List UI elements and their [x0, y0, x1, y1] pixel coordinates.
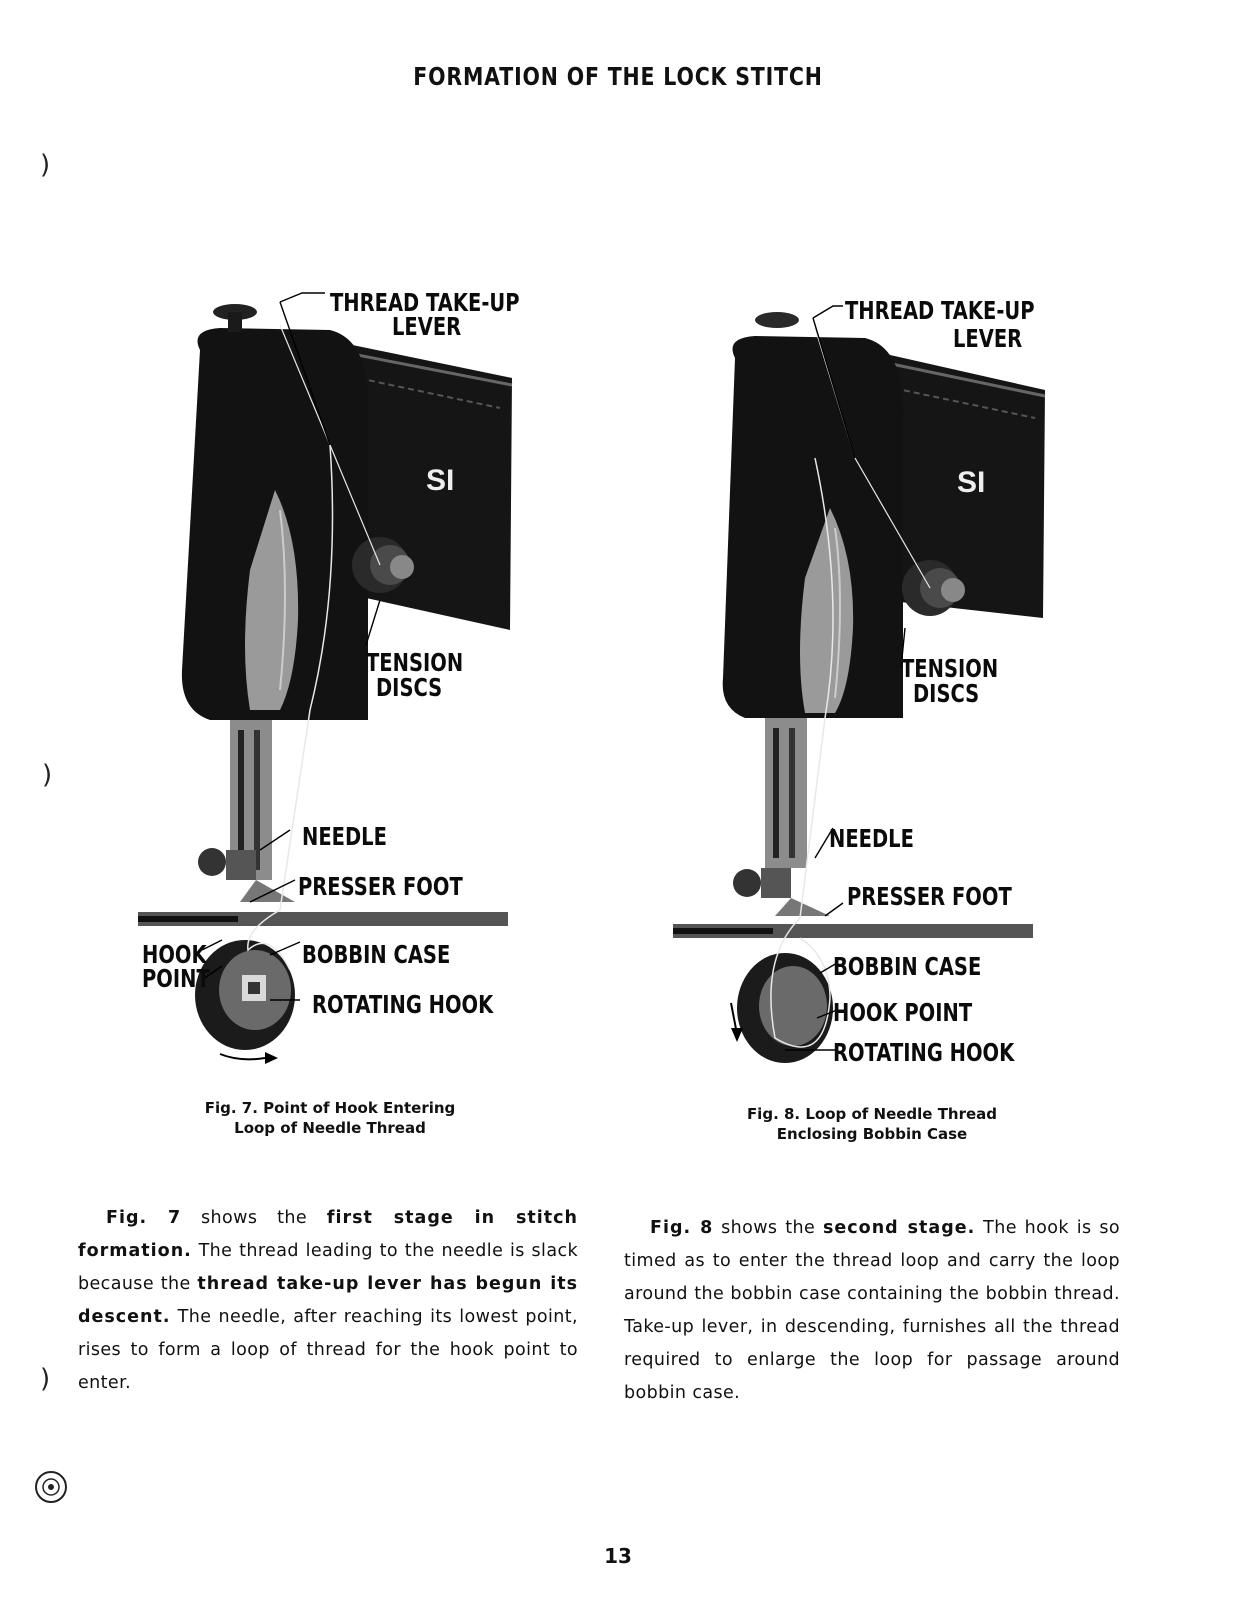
label-thread-takeup-2: LEVER: [953, 324, 1023, 353]
text-fig7-b1: first stage in stitch formation.: [78, 1208, 578, 1261]
label-presser-foot: PRESSER FOOT: [298, 872, 463, 901]
margin-mark-bottom: ): [40, 1364, 51, 1394]
label-hook-point-2: POINT: [142, 964, 210, 993]
figure-8: [665, 298, 1065, 1078]
paragraph-fig-7: [78, 1202, 578, 1400]
text-fig8-lead: Fig. 8: [650, 1218, 714, 1238]
caption-fig-7-line-2: Loop of Needle Thread: [234, 1119, 426, 1137]
text-fig8-b1: second stage.: [823, 1218, 976, 1238]
union-label-seal-icon: [34, 1470, 68, 1504]
text-fig7-lead: Fig. 7: [106, 1208, 182, 1228]
label-presser-foot: PRESSER FOOT: [847, 882, 1012, 911]
label-rotating-hook: ROTATING HOOK: [312, 990, 494, 1019]
text-fig8-t2: The hook is so timed as to enter the thread loop and carry the loop around the bobbin case containing the bobbin thread. Take-up lever, in descending, furnishes all the thread required to enlarge the loop for passage around bobbin case.: [624, 1218, 1120, 1403]
label-thread-takeup-1: THREAD TAKE-UP: [845, 296, 1035, 325]
label-thread-takeup-2: LEVER: [392, 312, 462, 341]
margin-mark-top: ): [40, 150, 51, 180]
label-rotating-hook: ROTATING HOOK: [833, 1038, 1015, 1067]
brand-text-fig-8: SI: [957, 466, 986, 499]
caption-fig-8-line-2: Enclosing Bobbin Case: [776, 1125, 968, 1143]
label-tension-1: TENSION: [366, 648, 464, 677]
caption-fig-7-line-1: Fig. 7. Point of Hook Entering: [204, 1099, 456, 1117]
text-fig8-t1: shows the: [713, 1218, 824, 1238]
label-thread-takeup-1: THREAD TAKE-UP: [330, 288, 520, 317]
text-fig7-t2: The thread leading to the needle is slack because the: [78, 1241, 578, 1294]
label-hook-point: HOOK POINT: [833, 998, 973, 1027]
label-bobbin-case: BOBBIN CASE: [302, 940, 451, 969]
text-fig7-t1: shows the: [181, 1208, 327, 1228]
label-tension-1: TENSION: [901, 654, 999, 683]
caption-fig-8-line-1: Fig. 8. Loop of Needle Thread: [746, 1105, 998, 1123]
page-number: 13: [604, 1544, 632, 1568]
label-hook-point-1: HOOK: [142, 940, 207, 969]
margin-mark-middle: ): [42, 760, 53, 790]
caption-fig-8: [722, 1104, 1022, 1144]
brand-text: SI: [426, 464, 455, 497]
label-needle: NEEDLE: [302, 822, 387, 851]
page-title: FORMATION OF THE LOCK STITCH: [413, 62, 823, 91]
label-needle: NEEDLE: [829, 824, 914, 853]
caption-fig-7: [180, 1098, 480, 1138]
figure-7: [130, 290, 520, 1080]
label-tension-2: DISCS: [376, 673, 443, 702]
label-bobbin-case: BOBBIN CASE: [833, 952, 982, 981]
label-tension-2: DISCS: [913, 679, 980, 708]
paragraph-fig-8: [624, 1212, 1120, 1410]
text-fig7-b2: thread take-up lever has begun its descent.: [78, 1274, 578, 1327]
text-fig7-t3: The needle, after reaching its lowest point, rises to form a loop of thread for the hook point to enter.: [78, 1307, 578, 1393]
